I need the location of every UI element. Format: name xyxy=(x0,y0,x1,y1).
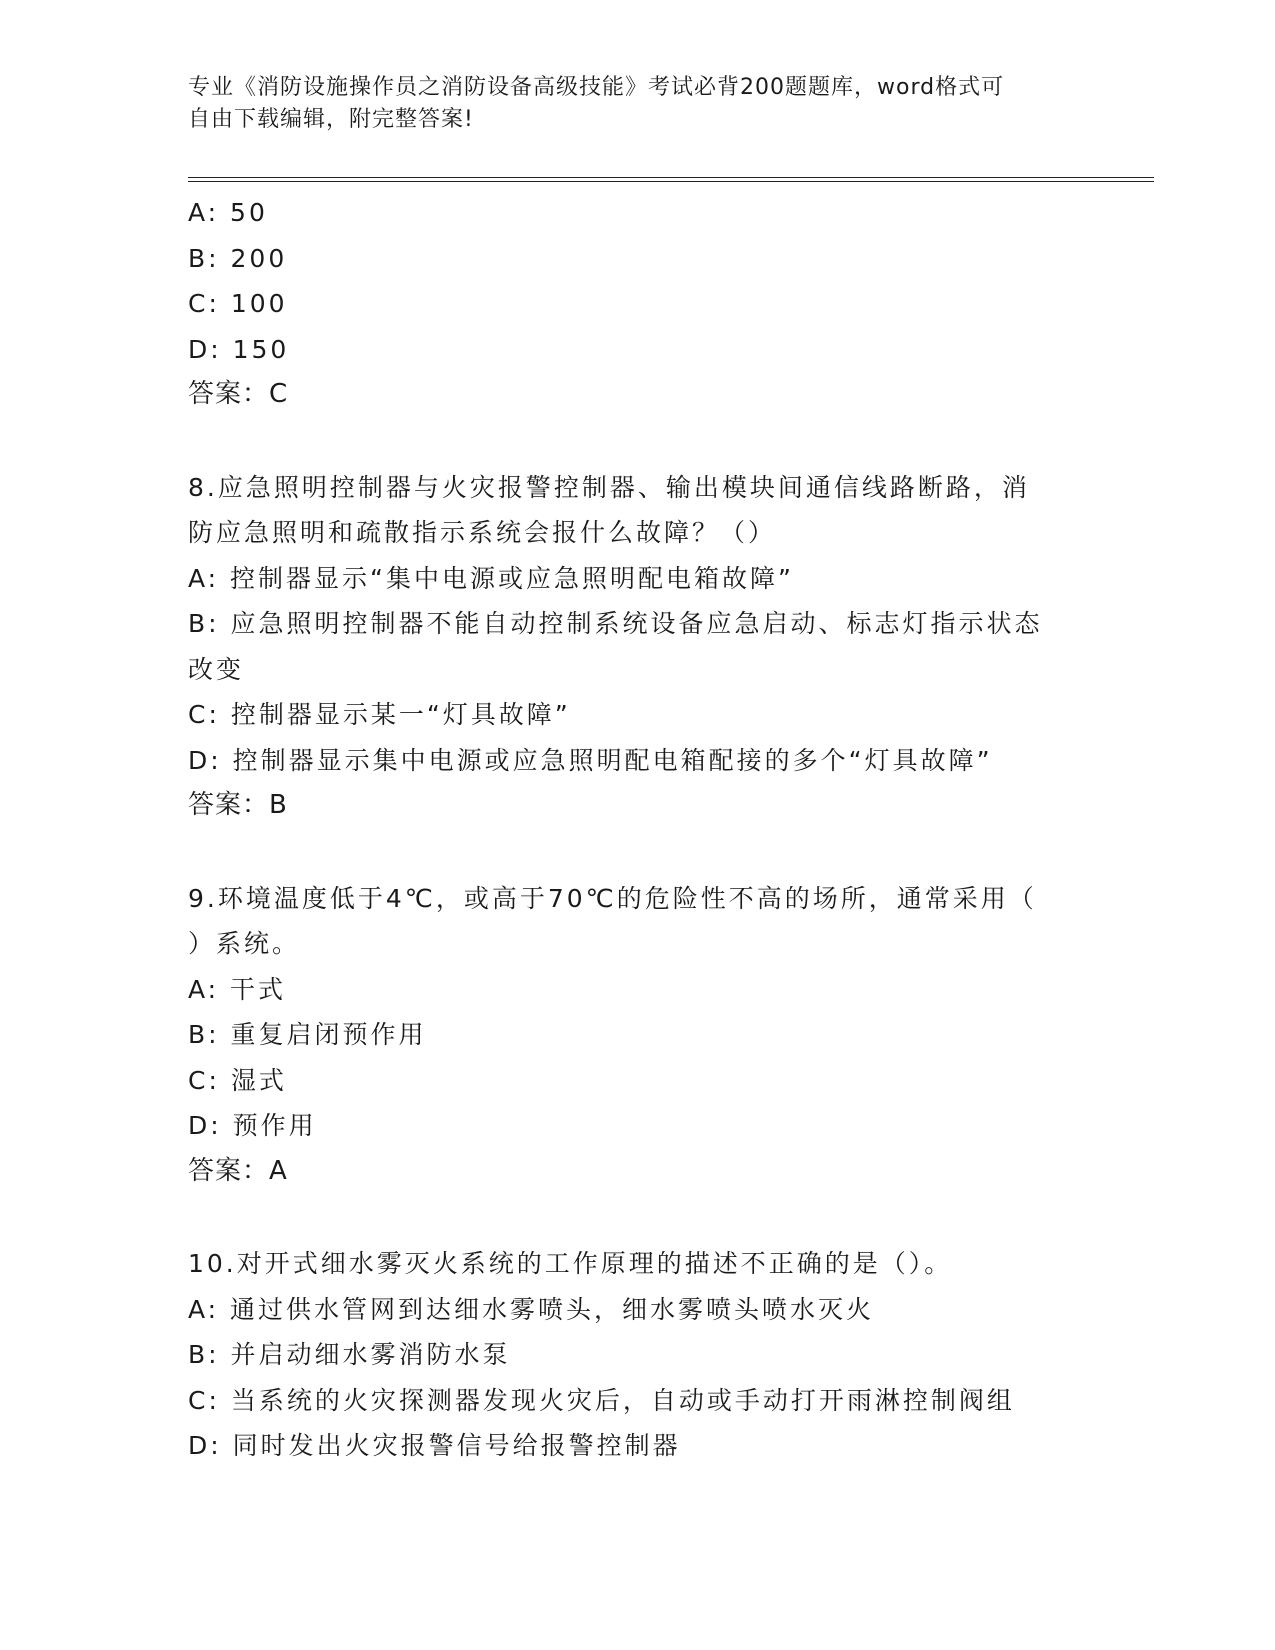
question-7 xyxy=(188,190,1088,418)
spacer xyxy=(188,829,1088,876)
question-stem: 10.对开式细水雾灭火系统的工作原理的描述不正确的是（）。 xyxy=(188,1249,953,1278)
option-b: B: 重复启闭预作用 xyxy=(188,1020,427,1049)
option-c: C: 湿式 xyxy=(188,1065,287,1095)
question-10 xyxy=(188,1241,1088,1469)
question-stem-line-2: 防应急照明和疏散指示系统会报什么故障？（） xyxy=(188,518,777,547)
option-a: A: 干式 xyxy=(188,974,287,1004)
option-b: B: 并启动细水雾消防水泵 xyxy=(188,1340,511,1369)
document-header xyxy=(188,72,1068,136)
header-divider-bottom xyxy=(188,181,1154,182)
question-stem-line-1: 8.应急照明控制器与火灾报警控制器、输出模块间通信线路断路，消 xyxy=(188,472,1030,502)
header-title-line-2: 自由下载编辑，附完整答案! xyxy=(188,107,474,132)
option-c: C: 100 xyxy=(188,289,288,318)
answer: 答案：A xyxy=(188,1155,288,1186)
option-b-line-2: 改变 xyxy=(188,654,245,684)
question-list xyxy=(188,190,1088,1469)
option-d: D: 控制器显示集中电源或应急照明配电箱配接的多个“灯具故障” xyxy=(188,745,993,775)
option-c: C: 当系统的火灾探测器发现火灾后，自动或手动打开雨淋控制阀组 xyxy=(188,1385,1015,1415)
option-b: B: 200 xyxy=(188,243,288,273)
question-8 xyxy=(188,465,1088,829)
option-d: D: 同时发出火灾报警信号给报警控制器 xyxy=(188,1431,681,1460)
spacer xyxy=(188,418,1088,465)
option-c: C: 控制器显示某一“灯具故障” xyxy=(188,700,571,729)
header-divider-top xyxy=(188,177,1154,178)
question-9 xyxy=(188,876,1088,1195)
option-d: D: 预作用 xyxy=(188,1111,317,1140)
option-a: A: 50 xyxy=(188,198,268,227)
header-title-line-1: 专业《消防设施操作员之消防设备高级技能》考试必背200题题库，word格式可 xyxy=(188,75,1005,100)
option-b-line-1: B: 应急照明控制器不能自动控制系统设备应急启动、标志灯指示状态 xyxy=(188,609,1043,638)
option-a: A: 控制器显示“集中电源或应急照明配电箱故障” xyxy=(188,563,794,593)
option-d: D: 150 xyxy=(188,334,290,364)
question-stem-line-2: ）系统。 xyxy=(188,929,301,958)
answer: 答案：C xyxy=(188,379,289,409)
question-stem-line-1: 9.环境温度低于4℃，或高于70℃的危险性不高的场所，通常采用（ xyxy=(188,883,1037,913)
option-a: A: 通过供水管网到达细水雾喷头，细水雾喷头喷水灭火 xyxy=(188,1294,875,1324)
spacer xyxy=(188,1194,1088,1241)
answer: 答案：B xyxy=(188,790,288,820)
